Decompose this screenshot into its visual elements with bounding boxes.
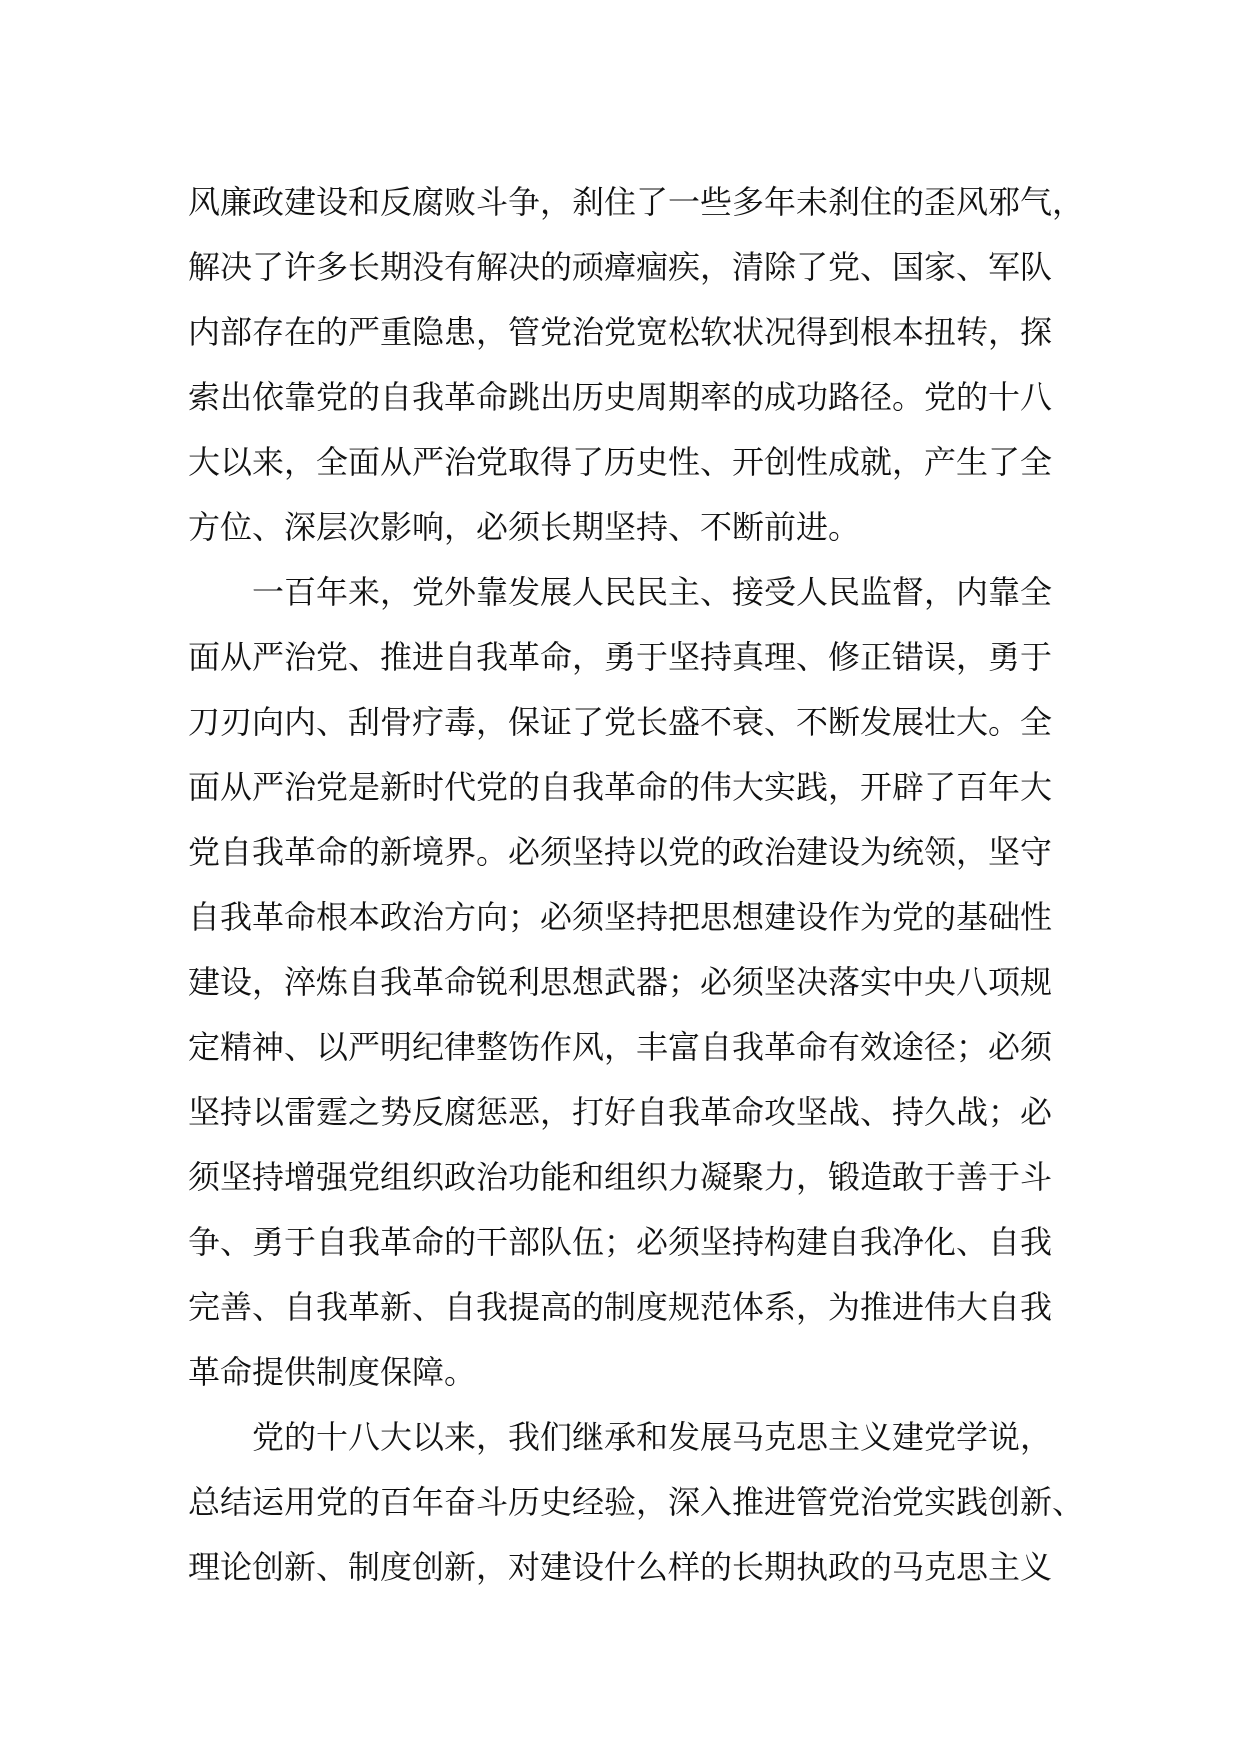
text-line: 建设，淬炼自我革命锐利思想武器；必须坚决落实中央八项规 [188, 963, 1053, 1001]
text-line: 刀刃向内、刮骨疗毒，保证了党长盛不衰、不断发展壮大。全 [188, 703, 1053, 741]
text-line: 定精神、以严明纪律整饬作风，丰富自我革命有效途径；必须 [188, 1028, 1053, 1066]
text-line: 大以来，全面从严治党取得了历史性、开创性成就，产生了全 [188, 443, 1053, 481]
text-line: 内部存在的严重隐患，管党治党宽松软状况得到根本扭转，探 [188, 313, 1053, 351]
text-line: 总结运用党的百年奋斗历史经验，深入推进管党治党实践创新、 [188, 1483, 1085, 1521]
text-line: 索出依靠党的自我革命跳出历史周期率的成功路径。党的十八 [188, 378, 1053, 416]
text-line: 完善、自我革新、自我提高的制度规范体系，为推进伟大自我 [188, 1288, 1053, 1326]
paragraph-first-line: 一百年来，党外靠发展人民民主、接受人民监督，内靠全 [252, 573, 1053, 611]
text-line: 方位、深层次影响，必须长期坚持、不断前进。 [188, 508, 861, 546]
text-line: 争、勇于自我革命的干部队伍；必须坚持构建自我净化、自我 [188, 1223, 1053, 1261]
text-line: 自我革命根本政治方向；必须坚持把思想建设作为党的基础性 [188, 898, 1053, 936]
text-line: 面从严治党是新时代党的自我革命的伟大实践，开辟了百年大 [188, 768, 1053, 806]
text-line: 面从严治党、推进自我革命，勇于坚持真理、修正错误，勇于 [188, 638, 1053, 676]
text-line: 理论创新、制度创新，对建设什么样的长期执政的马克思主义 [188, 1548, 1053, 1586]
document-body [188, 170, 1085, 1600]
paragraph-first-line: 党的十八大以来，我们继承和发展马克思主义建党学说， [252, 1418, 1053, 1456]
text-line: 须坚持增强党组织政治功能和组织力凝聚力，锻造敢于善于斗 [188, 1158, 1053, 1196]
text-line: 革命提供制度保障。 [188, 1353, 477, 1391]
text-line: 风廉政建设和反腐败斗争，刹住了一些多年未刹住的歪风邪气， [188, 183, 1085, 221]
text-line: 解决了许多长期没有解决的顽瘴痼疾，清除了党、国家、军队 [188, 248, 1053, 286]
text-line: 党自我革命的新境界。必须坚持以党的政治建设为统领，坚守 [188, 833, 1053, 871]
text-line: 坚持以雷霆之势反腐惩恶，打好自我革命攻坚战、持久战；必 [188, 1093, 1053, 1131]
